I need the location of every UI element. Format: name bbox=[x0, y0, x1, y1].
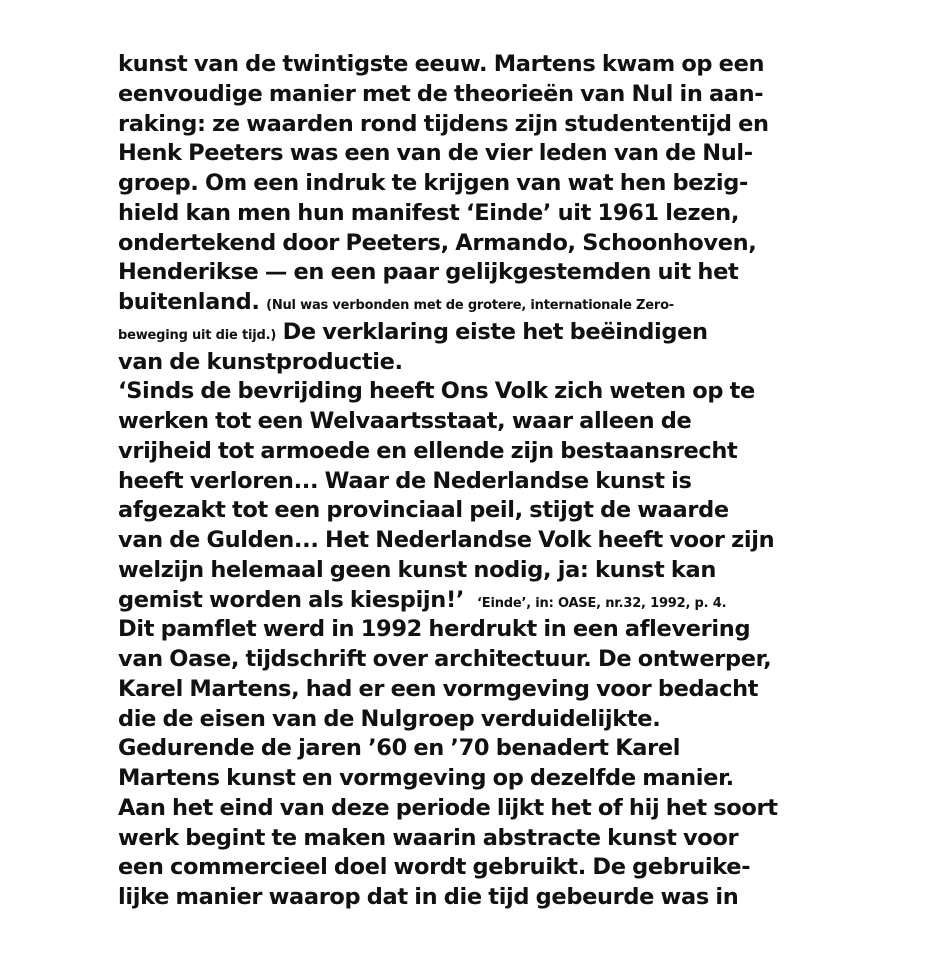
text-line: Karel Martens, had er een vormgeving voor bedacht bbox=[118, 675, 759, 702]
text-line: van Oase, tijdschrift over architectuur. De ontwerper, bbox=[118, 646, 772, 672]
text-line: raking: ze waarden rond tijdens zijn studententijd en bbox=[118, 110, 769, 137]
text-line: Henk Peeters was een van de vier leden van de Nul- bbox=[118, 140, 753, 167]
line-text: gemist worden als kiespijn!’ bbox=[118, 586, 465, 613]
text-line: Gedurende de jaren ’60 en ’70 benadert Karel bbox=[118, 735, 681, 762]
text-line: kunst van de twintigste eeuw. Martens kwam op een bbox=[118, 51, 765, 77]
text-line: die de eisen van de Nulgroep verduidelijkte. bbox=[118, 705, 661, 732]
text-line: werk begint te maken waarin abstracte kunst voor bbox=[118, 824, 739, 851]
citation-text: ‘Einde’, in: OASE, nr.32, 1992, p. 4. bbox=[477, 595, 727, 611]
footnote-text: (Nul was verbonden met de grotere, internationale Zero- bbox=[266, 298, 674, 313]
document-body bbox=[118, 50, 818, 913]
text-line: een commercieel doel wordt gebruikt. De gebruike- bbox=[118, 854, 751, 881]
text-line-with-citation bbox=[118, 586, 818, 616]
line-text: buitenland. bbox=[118, 289, 260, 315]
line-text: De verklaring eiste het beëindigen bbox=[282, 318, 708, 345]
text-line: lijke manier waarop dat in die tijd gebeurde was in bbox=[118, 884, 739, 910]
text-line: van de kunstproductie. bbox=[118, 348, 403, 375]
quote-line: vrijheid tot armoede en ellende zijn bestaansrecht bbox=[118, 437, 738, 464]
text-line: hield kan men hun manifest ‘Einde’ uit 1961 lezen, bbox=[118, 199, 740, 226]
quote-line: welzijn helemaal geen kunst nodig, ja: kunst kan bbox=[118, 556, 717, 583]
quote-line: ‘Sinds de bevrijding heeft Ons Volk zich weten op te bbox=[118, 378, 755, 405]
text-line: Aan het eind van deze periode lijkt het of hij het soort bbox=[118, 794, 778, 821]
text-line: ondertekend door Peeters, Armando, Schoonhoven, bbox=[118, 229, 757, 256]
text-line-with-note bbox=[118, 318, 818, 348]
text-line: Dit pamflet werd in 1992 herdrukt in een aflevering bbox=[118, 616, 751, 643]
quote-line: heeft verloren... Waar de Nederlandse kunst is bbox=[118, 467, 692, 494]
text-line: Henderikse — en een paar gelijkgestemden uit het bbox=[118, 259, 739, 286]
text-line: groep. Om een indruk te krijgen van wat hen bezig- bbox=[118, 170, 748, 196]
quote-line: van de Gulden... Het Nederlandse Volk heeft voor zijn bbox=[118, 527, 775, 553]
text-line: Martens kunst en vormgeving op dezelfde manier. bbox=[118, 765, 734, 791]
quote-line: werken tot een Welvaartsstaat, waar alleen de bbox=[118, 408, 692, 434]
quote-line: afgezakt tot een provinciaal peil, stijgt de waarde bbox=[118, 497, 729, 524]
text-line-with-note bbox=[118, 288, 818, 318]
footnote-text: beweging uit die tijd.) bbox=[118, 327, 277, 343]
text-line: eenvoudige manier met de theorieën van Nul in aan- bbox=[118, 80, 764, 107]
